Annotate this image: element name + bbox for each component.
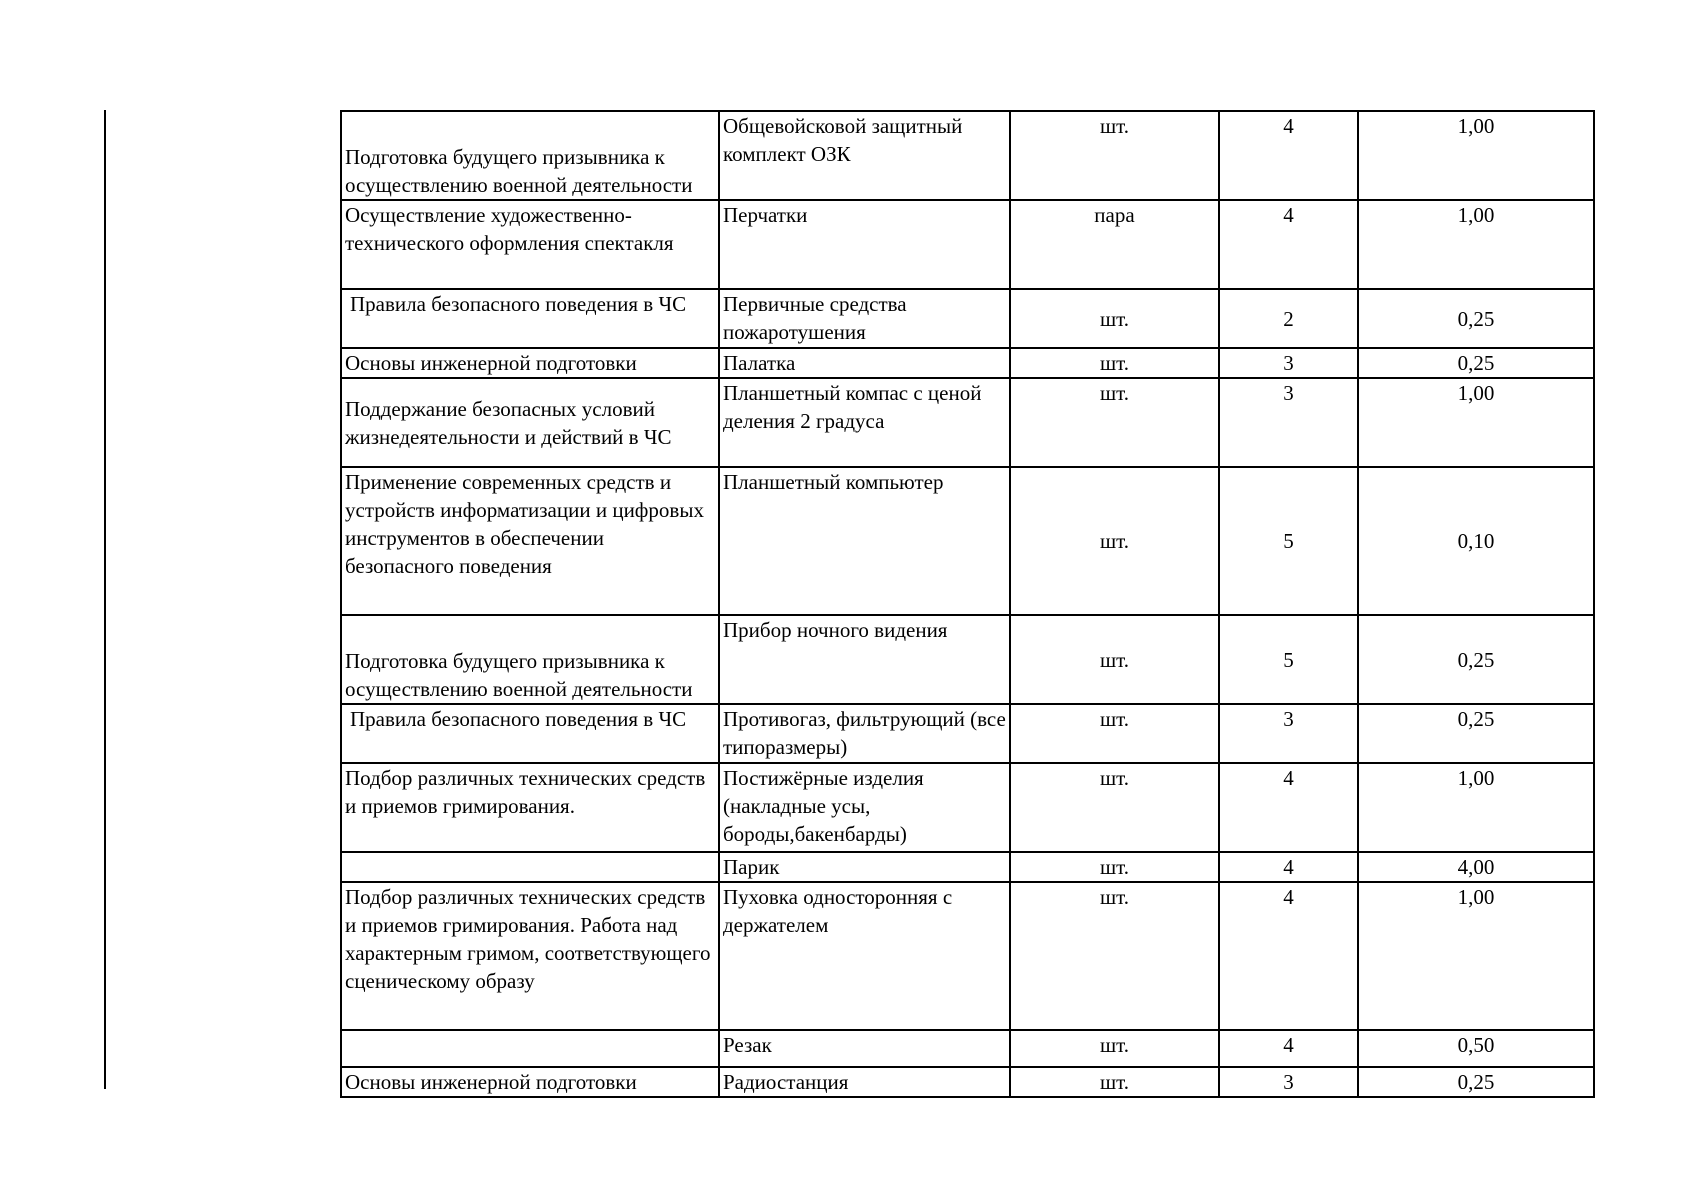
item-cell: Постижёрные изделия (накладные усы, бороды,бакенбарды) <box>719 763 1010 852</box>
table-row <box>341 200 1594 289</box>
norm-cell: 1,00 <box>1358 882 1594 1030</box>
unit-cell: шт. <box>1010 289 1219 348</box>
qty-cell: 4 <box>1219 763 1358 852</box>
topic-cell: Правила безопасного поведения в ЧС <box>341 289 719 348</box>
norm-cell: 4,00 <box>1358 852 1594 882</box>
norm-cell: 1,00 <box>1358 200 1594 289</box>
norm-cell: 0,25 <box>1358 615 1594 704</box>
qty-cell: 3 <box>1219 348 1358 378</box>
norm-cell: 1,00 <box>1358 763 1594 852</box>
unit-cell: шт. <box>1010 1067 1219 1097</box>
topic-cell: Подбор различных технических средств и приемов гримирования. Работа над характерным гримом, соответствующего сценическому образу <box>341 882 719 1030</box>
table-row <box>341 348 1594 378</box>
item-cell: Резак <box>719 1030 1010 1067</box>
norm-cell: 0,50 <box>1358 1030 1594 1067</box>
qty-cell: 3 <box>1219 1067 1358 1097</box>
topic-cell: Основы инженерной подготовки <box>341 348 719 378</box>
table-row <box>341 289 1594 348</box>
topic-cell <box>341 1030 719 1067</box>
unit-cell: шт. <box>1010 882 1219 1030</box>
table-row <box>341 704 1594 763</box>
norm-cell: 0,25 <box>1358 1067 1594 1097</box>
table-row <box>341 378 1594 467</box>
norm-cell: 0,10 <box>1358 467 1594 615</box>
qty-cell: 5 <box>1219 467 1358 615</box>
qty-cell: 2 <box>1219 289 1358 348</box>
item-cell: Общевойсковой защитный комплект ОЗК <box>719 111 1010 200</box>
item-cell: Прибор ночного видения <box>719 615 1010 704</box>
topic-cell: Подготовка будущего призывника к осуществлению военной деятельности <box>341 111 719 200</box>
qty-cell: 4 <box>1219 852 1358 882</box>
item-cell: Радиостанция <box>719 1067 1010 1097</box>
topic-cell: Осуществление художественно-технического оформления спектакля <box>341 200 719 289</box>
norm-cell: 0,25 <box>1358 348 1594 378</box>
topic-cell: Правила безопасного поведения в ЧС <box>341 704 719 763</box>
topic-cell: Подготовка будущего призывника к осуществлению военной деятельности <box>341 615 719 704</box>
table-row <box>341 882 1594 1030</box>
unit-cell: шт. <box>1010 378 1219 467</box>
topic-cell: Применение современных средств и устройств информатизации и цифровых инструментов в обеспечении безопасного поведения <box>341 467 719 615</box>
margin-rule <box>104 110 106 1089</box>
qty-cell: 4 <box>1219 882 1358 1030</box>
qty-cell: 5 <box>1219 615 1358 704</box>
qty-cell: 4 <box>1219 1030 1358 1067</box>
qty-cell: 3 <box>1219 378 1358 467</box>
topic-cell: Основы инженерной подготовки <box>341 1067 719 1097</box>
item-cell: Противогаз, фильтрующий (все типоразмеры) <box>719 704 1010 763</box>
table-row <box>341 467 1594 615</box>
topic-cell <box>341 852 719 882</box>
table-row <box>341 763 1594 852</box>
table-row <box>341 1067 1594 1097</box>
table-row <box>341 615 1594 704</box>
unit-cell: шт. <box>1010 1030 1219 1067</box>
norm-cell: 1,00 <box>1358 378 1594 467</box>
topic-cell: Подбор различных технических средств и приемов гримирования. <box>341 763 719 852</box>
table-row <box>341 1030 1594 1067</box>
item-cell: Перчатки <box>719 200 1010 289</box>
topic-cell: Поддержание безопасных условий жизнедеятельности и действий в ЧС <box>341 378 719 467</box>
unit-cell: шт. <box>1010 763 1219 852</box>
unit-cell: шт. <box>1010 111 1219 200</box>
item-cell: Планшетный компьютер <box>719 467 1010 615</box>
item-cell: Парик <box>719 852 1010 882</box>
unit-cell: пара <box>1010 200 1219 289</box>
unit-cell: шт. <box>1010 852 1219 882</box>
table-row <box>341 852 1594 882</box>
unit-cell: шт. <box>1010 467 1219 615</box>
norm-cell: 1,00 <box>1358 111 1594 200</box>
norm-cell: 0,25 <box>1358 289 1594 348</box>
item-cell: Палатка <box>719 348 1010 378</box>
norm-cell: 0,25 <box>1358 704 1594 763</box>
table-row <box>341 111 1594 200</box>
item-cell: Планшетный компас с ценой деления 2 градуса <box>719 378 1010 467</box>
unit-cell: шт. <box>1010 615 1219 704</box>
equipment-table <box>340 110 1595 1098</box>
qty-cell: 4 <box>1219 200 1358 289</box>
item-cell: Пуховка односторонняя с держателем <box>719 882 1010 1030</box>
item-cell: Первичные средства пожаротушения <box>719 289 1010 348</box>
qty-cell: 4 <box>1219 111 1358 200</box>
unit-cell: шт. <box>1010 704 1219 763</box>
unit-cell: шт. <box>1010 348 1219 378</box>
qty-cell: 3 <box>1219 704 1358 763</box>
